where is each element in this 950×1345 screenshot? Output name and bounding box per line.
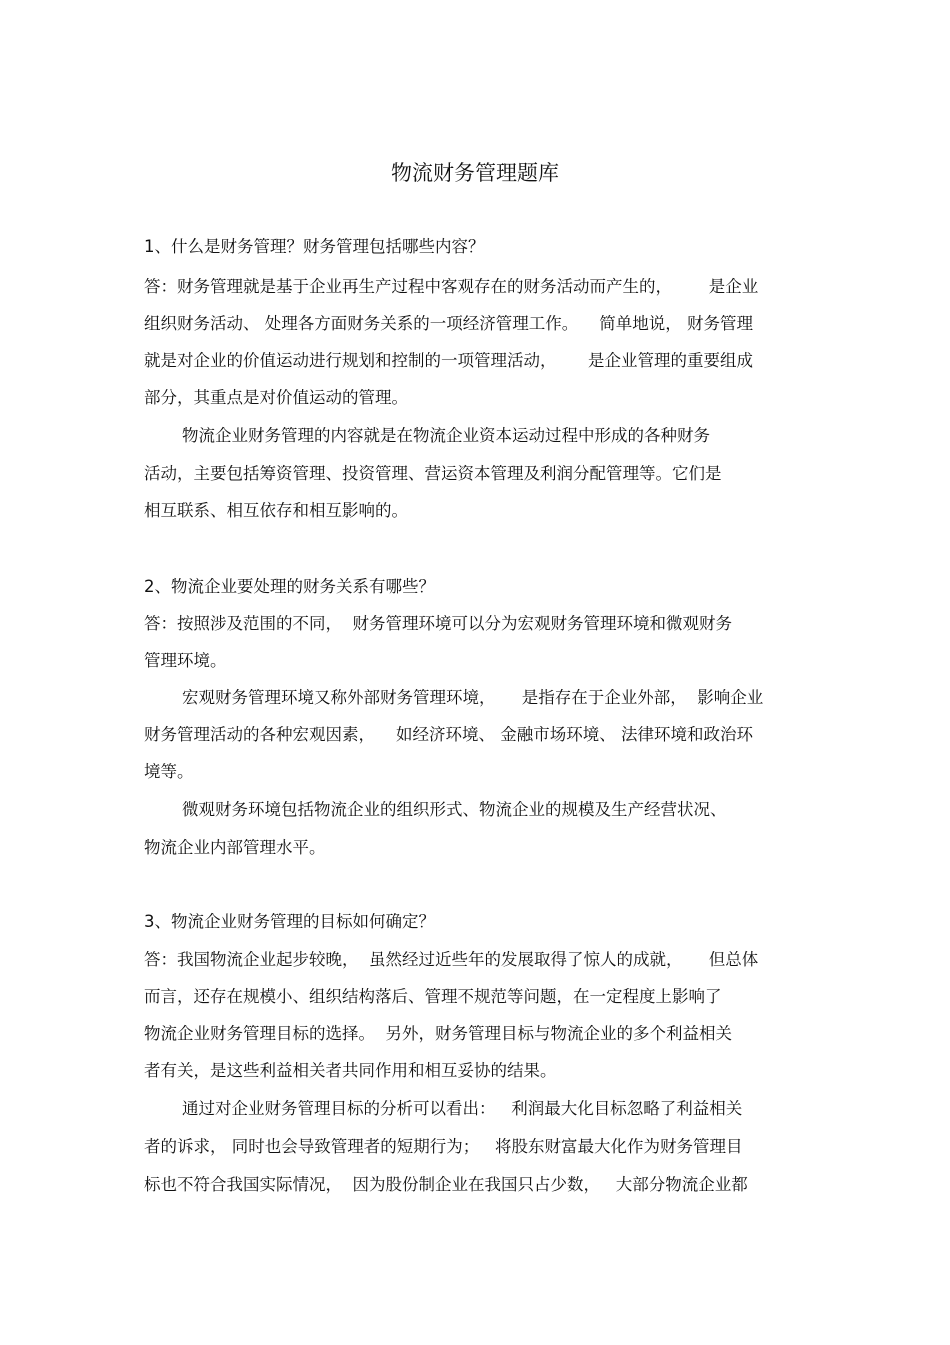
answer-1-line: 物流企业财务管理的内容就是在物流企业资本运动过程中形成的各种财务 bbox=[182, 426, 710, 445]
answer-2-line: 微观财务环境包括物流企业的组织形式、物流企业的规模及生产经营状况、 bbox=[182, 800, 727, 819]
answer-2-line: 宏观财务管理环境又称外部财务管理环境， 是指存在于企业外部， 影响企业 bbox=[182, 688, 764, 707]
question-1: 1、什么是财务管理？财务管理包括哪些内容？ bbox=[144, 237, 485, 256]
answer-2-line: 财务管理活动的各种宏观因素， 如经济环境、 金融市场环境、 法律环境和政治环 bbox=[144, 725, 753, 744]
document-title: 物流财务管理题库 bbox=[391, 161, 559, 185]
answer-1-line: 组织财务活动、 处理各方面财务关系的一项经济管理工作。 简单地说， 财务管理 bbox=[144, 314, 753, 333]
answer-3-line: 标也不符合我国实际情况， 因为股份制企业在我国只占少数， 大部分物流企业都 bbox=[144, 1175, 748, 1194]
answer-3-line: 物流企业财务管理目标的选择。 另外，财务管理目标与物流企业的多个利益相关 bbox=[144, 1024, 732, 1043]
answer-1-line: 答：财务管理就是基于企业再生产过程中客观存在的财务活动而产生的， 是企业 bbox=[144, 277, 759, 296]
answer-1-line: 活动，主要包括筹资管理、投资管理、营运资本管理及利润分配管理等。它们是 bbox=[144, 464, 722, 483]
answer-3-line: 者有关，是这些利益相关者共同作用和相互妥协的结果。 bbox=[144, 1061, 557, 1080]
answer-1-line: 部分，其重点是对价值运动的管理。 bbox=[144, 388, 408, 407]
answer-2-line: 管理环境。 bbox=[144, 651, 227, 670]
answer-2-line: 物流企业内部管理水平。 bbox=[144, 838, 326, 857]
answer-2-line: 境等。 bbox=[144, 762, 194, 781]
answer-3-line: 答：我国物流企业起步较晚， 虽然经过近些年的发展取得了惊人的成就， 但总体 bbox=[144, 950, 759, 969]
question-2: 2、物流企业要处理的财务关系有哪些？ bbox=[144, 577, 435, 596]
answer-1-line: 就是对企业的价值运动进行规划和控制的一项管理活动， 是企业管理的重要组成 bbox=[144, 351, 753, 370]
answer-1-line: 相互联系、相互依存和相互影响的。 bbox=[144, 501, 408, 520]
answer-3-line: 通过对企业财务管理目标的分析可以看出： 利润最大化目标忽略了利益相关 bbox=[182, 1099, 743, 1118]
answer-3-line: 者的诉求， 同时也会导致管理者的短期行为； 将股东财富最大化作为财务管理目 bbox=[144, 1137, 743, 1156]
question-3: 3、物流企业财务管理的目标如何确定？ bbox=[144, 912, 435, 931]
answer-2-line: 答：按照涉及范围的不同， 财务管理环境可以分为宏观财务管理环境和微观财务 bbox=[144, 614, 732, 633]
answer-3-line: 而言，还存在规模小、组织结构落后、管理不规范等问题，在一定程度上影响了 bbox=[144, 987, 722, 1006]
